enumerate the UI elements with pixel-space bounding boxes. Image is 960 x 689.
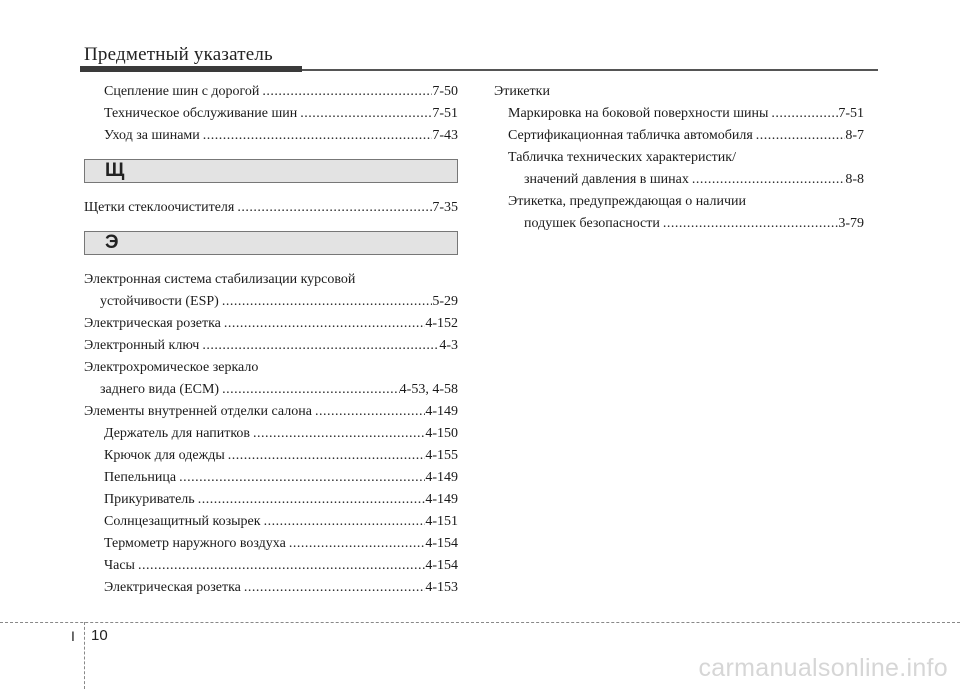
dot-leader: [663, 213, 838, 235]
entry-text: Часы: [104, 558, 135, 573]
entry-page: 7-51: [838, 106, 864, 121]
entry-page: 8-8: [845, 172, 864, 187]
entry-page: 4-3: [439, 338, 458, 353]
entry-page: 3-79: [838, 216, 864, 231]
dot-leader: [300, 103, 432, 125]
dot-leader: [228, 445, 426, 467]
entry-text: Крючок для одежды: [104, 448, 225, 463]
dot-leader: [179, 467, 425, 489]
dot-leader: [198, 489, 426, 511]
entry-page: 4-153: [425, 580, 458, 595]
index-subentry: [84, 577, 458, 599]
dot-leader: [771, 103, 838, 125]
section-letter: Э: [105, 232, 119, 253]
dot-leader: [315, 401, 425, 423]
entry-text: Прикуриватель: [104, 492, 195, 507]
dot-leader: [262, 81, 432, 103]
entry-text: Электронная система стабилизации курсовой: [84, 272, 356, 287]
entry-page: 5-29: [432, 294, 458, 309]
entry-page: 8-7: [845, 128, 864, 143]
dot-leader: [253, 423, 425, 445]
index-entry: [84, 81, 458, 103]
entry-text: Пепельница: [104, 470, 177, 485]
entry-page: 4-149: [425, 404, 458, 419]
header-bar-thick: [80, 66, 302, 72]
entry-text: значений давления в шинах: [524, 172, 689, 187]
entry-page: 4-154: [425, 536, 458, 551]
entry-text: Техническое обслуживание шин: [104, 106, 298, 121]
footer-section-label: I: [71, 628, 75, 644]
dot-leader: [264, 511, 426, 533]
entry-text: Солнцезащитный козырек: [104, 514, 261, 529]
entry-text: Электрохромическое зеркало: [84, 360, 259, 375]
entry-text: Табличка технических характеристик/: [508, 150, 736, 165]
index-subentry: [84, 533, 458, 555]
index-entry: [84, 379, 458, 401]
entry-text: заднего вида (ECM): [100, 382, 220, 397]
index-entry: [84, 197, 458, 219]
dot-leader: [202, 335, 439, 357]
entry-page: 4-149: [425, 470, 458, 485]
index-subentry: [494, 147, 864, 169]
entry-text: подушек безопасности: [524, 216, 660, 231]
entry-text: Электронный ключ: [84, 338, 200, 353]
entry-text: Маркировка на боковой поверхности шины: [508, 106, 769, 121]
dot-leader: [224, 313, 425, 335]
left-column: [84, 81, 458, 599]
index-subentry: [84, 489, 458, 511]
index-subentry: [494, 125, 864, 147]
index-subentry: [84, 445, 458, 467]
index-subentry: [494, 191, 864, 213]
entry-text: Уход за шинами: [104, 128, 200, 143]
index-entry: [84, 269, 458, 291]
dot-leader: [289, 533, 426, 555]
entry-page: 7-35: [432, 200, 458, 215]
entry-page: 4-53, 4-58: [399, 382, 458, 397]
index-subentry: [494, 213, 864, 235]
index-subentry: [84, 423, 458, 445]
dot-leader: [244, 577, 425, 599]
index-entry: [84, 103, 458, 125]
index-subentry: [494, 169, 864, 191]
index-subentry: [494, 103, 864, 125]
right-column: [494, 81, 864, 235]
entry-page: 4-149: [425, 492, 458, 507]
dot-leader: [222, 291, 433, 313]
footer-rule: [0, 622, 960, 623]
entry-page: 4-151: [425, 514, 458, 529]
index-subentry: [84, 467, 458, 489]
entry-text: Термометр наружного воздуха: [104, 536, 286, 551]
page-number: 10: [91, 627, 108, 644]
entry-text: Щетки стеклоочистителя: [84, 200, 235, 215]
section-letter: Щ: [105, 160, 125, 181]
footer-divider: [84, 622, 85, 689]
entry-page: 4-155: [425, 448, 458, 463]
entry-text: устойчивости (ESP): [100, 294, 219, 309]
section-header-e: [84, 231, 458, 255]
index-entry: [84, 125, 458, 147]
entry-page: 7-50: [432, 84, 458, 99]
dot-leader: [203, 125, 433, 147]
header-rule: [302, 69, 878, 71]
entry-page: 4-152: [425, 316, 458, 331]
dot-leader: [222, 379, 400, 401]
index-entry: [84, 335, 458, 357]
entry-text: Сцепление шин с дорогой: [104, 84, 260, 99]
dot-leader: [756, 125, 846, 147]
dot-leader: [138, 555, 425, 577]
entry-text: Электрическая розетка: [104, 580, 241, 595]
watermark: carmanualsonline.info: [698, 654, 948, 682]
index-entry: [84, 357, 458, 379]
entry-text: Элементы внутренней отделки салона: [84, 404, 312, 419]
entry-page: 4-150: [425, 426, 458, 441]
entry-text: Сертификационная табличка автомобиля: [508, 128, 753, 143]
entry-page: 7-51: [432, 106, 458, 121]
dot-leader: [237, 197, 432, 219]
entry-text: Держатель для напитков: [104, 426, 251, 441]
dot-leader: [692, 169, 845, 191]
index-entry: [84, 291, 458, 313]
section-header-shch: [84, 159, 458, 183]
entry-page: 7-43: [432, 128, 458, 143]
entry-page: 4-154: [425, 558, 458, 573]
index-subentry: [84, 511, 458, 533]
entry-text: Этикетки: [494, 84, 550, 99]
entry-text: Электрическая розетка: [84, 316, 221, 331]
index-subentry: [84, 555, 458, 577]
index-entry: [84, 401, 458, 423]
page-title: Предметный указатель: [84, 44, 273, 65]
entry-text: Этикетка, предупреждающая о наличии: [508, 194, 747, 209]
index-heading: [494, 81, 864, 103]
index-entry: [84, 313, 458, 335]
